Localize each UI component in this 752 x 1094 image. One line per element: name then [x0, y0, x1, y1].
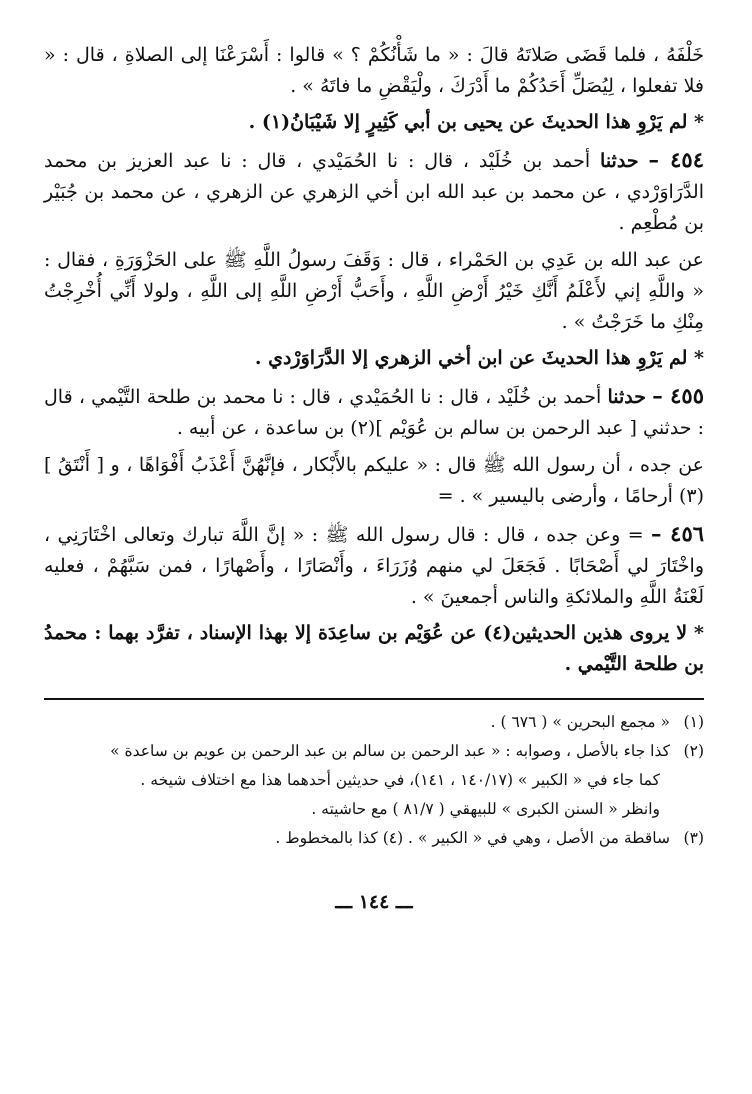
hadith-text: = وعن جده ، قال : قال رسول الله ﷺ : « إنَّ اللَّهَ تبارك وتعالى اخْتَارَنِي ، واخْتَارَ لي أَصْحَابًا . فَجَعَلَ لي منهم وُزَرَاءَ ، وأَنْصَارًا ، وأَصْهارًا ، فمن سَبَّهُمْ ، فعليه لَعْنَةُ اللَّهِ والملائكةِ والناس أجمعينَ » .	[44, 524, 704, 608]
footnote-2	[44, 737, 704, 766]
text-paragraph-1: خَلْفَهُ ، فلما قَضَى صَلاتَهُ قالَ : « ما شَأْنُكُمْ ؟ » قالوا : أَسْرَعْنَا إلى الصلاةِ ، قال : « فلا تفعلوا ، لِيُصَلِّ أَحَدُكُمْ ما أَدْرَكَ ، ولْيَقْضِ ما فاتَهُ » .	[44, 44, 704, 97]
hadith-454	[44, 144, 704, 239]
footnote-number: (٣)	[683, 829, 704, 847]
hadith-text: أحمد بن خُلَيْد ، قال : نا الحُمَيْدي ، قال : نا محمد بن طلحة التَّيْمي ، قال : حدثني [ عبد الرحمن بن سالم بن عُوَيْم ](٢) بن ساعدة ، عن أبيه .	[44, 386, 704, 439]
footnote-number: (١)	[683, 713, 704, 731]
text-paragraph-3: عن جده ، أن رسول الله ﷺ قال : « عليكم بالأَبْكار ، فإنَّهُنَّ أَعْذَبُ أَفْوَاهًا ، و [ أَنْتَقُ ](٣) أرحامًا ، وأرضى باليسير » . =	[44, 454, 704, 507]
hadith-number: ٤٥٦ –	[651, 521, 705, 546]
footnote-2-cont-2: وانظر « السنن الكبرى » للبيهقي ( ٨١/٧ ) مع حاشيته .	[311, 800, 660, 818]
page-number: ـــ ١٤٤ ـــ	[335, 891, 413, 913]
footnote-number: (٢)	[683, 742, 704, 760]
hadith-number: ٤٥٤ –	[648, 147, 704, 172]
main-text	[44, 40, 704, 680]
hadith-lead: حدثنا	[600, 150, 639, 172]
footnote-separator	[44, 698, 704, 700]
text-paragraph-2: عن عبد الله بن عَدِي بن الحَمْراء ، قال : وَقَفَ رسولُ اللَّهِ ﷺ على الحَزْوَرَةِ ، فقال : « واللَّهِ إني لأَعْلَمُ أَنَّكِ خَيْرُ أَرْضِ اللَّهِ ، وأَحَبُّ أَرْضِ اللَّهِ إلى اللَّهِ ، ولولا أَنِّي أُخْرِجْتُ مِنْكِ ما خَرَجْتُ » .	[44, 249, 704, 333]
hadith-number: ٤٥٥ –	[652, 383, 704, 408]
footnote-text: « مجمع البحرين » ( ٦٧٦ ) .	[490, 713, 670, 731]
hadith-455	[44, 380, 704, 444]
hadith-456	[44, 518, 704, 613]
footnote-text: ساقطة من الأصل ، وهي في « الكبير » . (٤) كذا بالمخطوط .	[275, 829, 670, 847]
footnotes	[44, 708, 704, 853]
hadith-text: أحمد بن خُلَيْد ، قال : نا الحُمَيْدي ، قال : نا عبد العزيز بن محمد الدَّرَاوَرْدي ، عن محمد بن عبد الله ابن أخي الزهري عن الزهري ، عن محمد بن جُبَيْر بن مُطْعِم .	[44, 150, 704, 234]
note-paragraph-1: * لم يَرْوِ هذا الحديثَ عن يحيى بن أبي كَثِيرٍ إلا شَيْبَانُ(١) .	[248, 111, 704, 133]
footnote-2-cont-1: كما جاء في « الكبير » (١٤٠/١٧ ، ١٤١)، في حديثين أحدهما هذا مع اختلاف شيخه .	[140, 771, 660, 789]
footnote-text: كذا جاء بالأصل ، وصوابه : « عبد الرحمن بن سالم بن عبد الرحمن بن عويم بن ساعدة »	[110, 742, 670, 760]
note-paragraph-3: * لا يروى هذين الحديثين(٤) عن عُوَيْم بن ساعِدَة إلا بهذا الإسناد ، تفرَّد بهما : محمدُ بن طلحة التَّيْمي .	[44, 622, 704, 675]
hadith-lead: حدثنا	[607, 386, 646, 408]
footnote-1	[44, 708, 704, 737]
note-paragraph-2: * لم يَرْوِ هذا الحديثَ عن ابن أخي الزهري إلا الدَّرَاوَرْدي .	[254, 347, 704, 369]
footnote-3-4	[44, 824, 704, 853]
